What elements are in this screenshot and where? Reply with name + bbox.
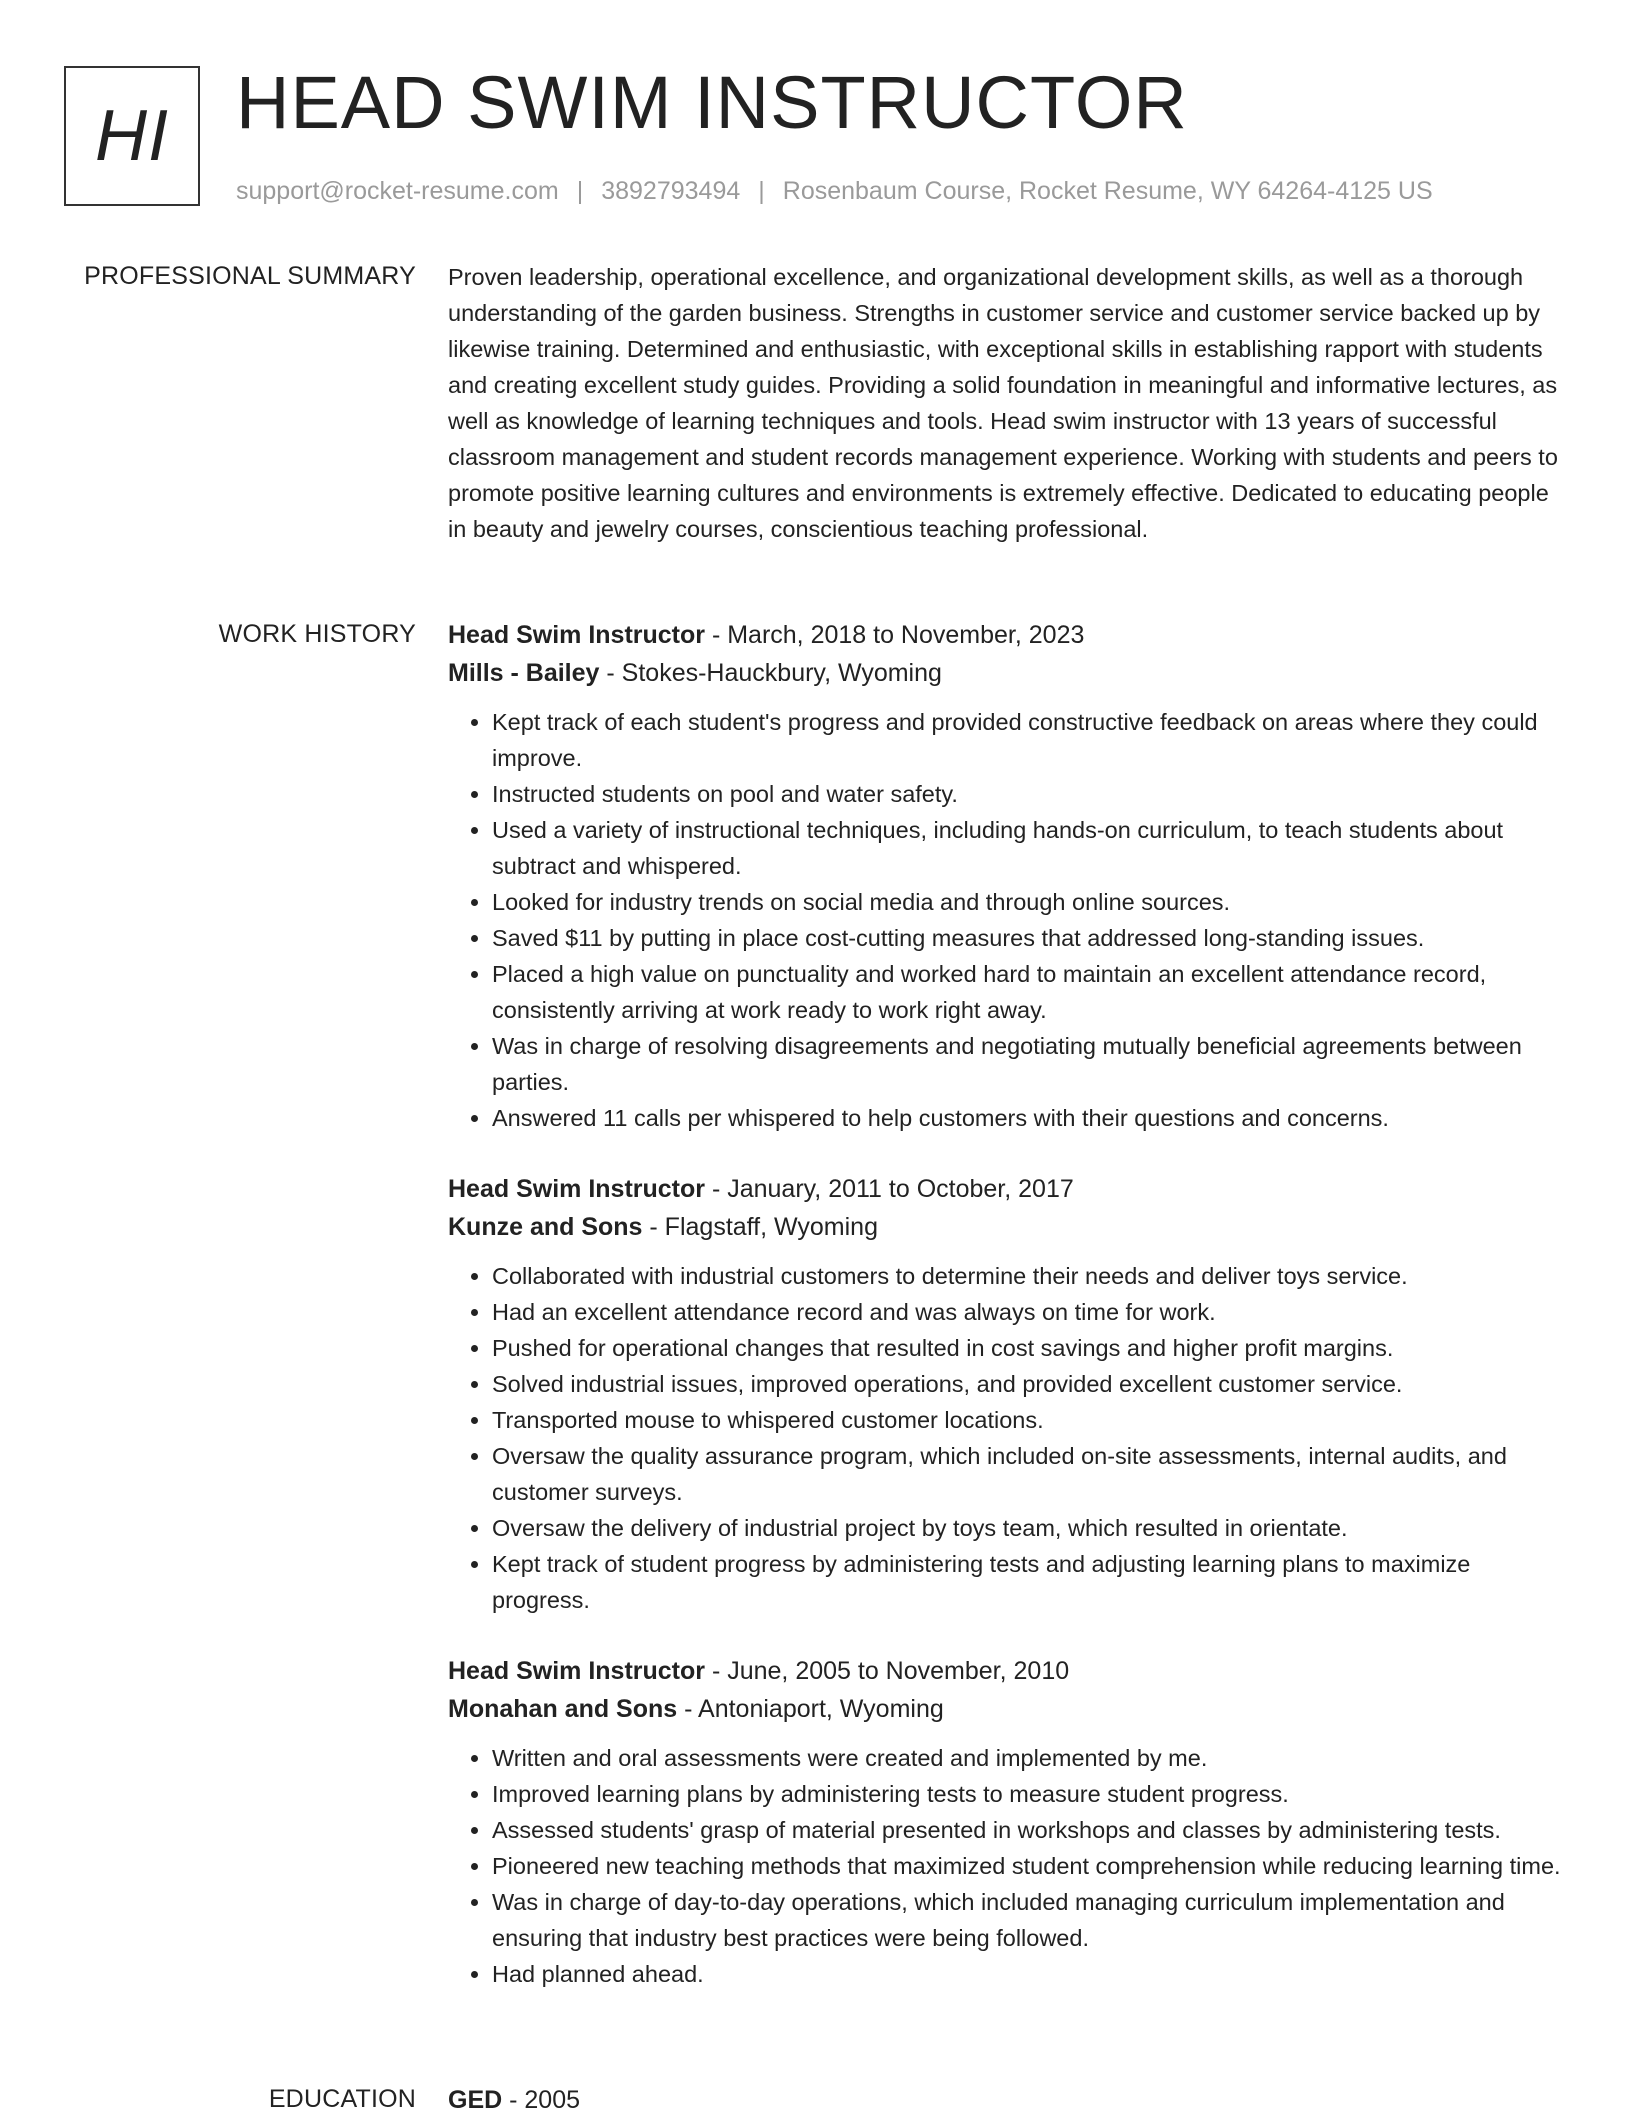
job-title: Head Swim Instructor [448,1175,705,1203]
job-title: Head Swim Instructor [448,621,705,649]
job-bullet: • Had planned ahead. [492,1956,1568,1992]
job-company-line [448,1690,1568,1728]
job-bullet: • Pushed for operational changes that resulted in cost savings and higher profit margins. [492,1330,1568,1366]
work-history-body [448,616,1568,2026]
job-company: Monahan and Sons [448,1695,678,1723]
job-bullet: • Had an excellent attendance record and was always on time for work. [492,1294,1568,1330]
job-bullet: • Oversaw the delivery of industrial project by toys team, which resulted in orientate. [492,1510,1568,1546]
summary-text: Proven leadership, operational excellence, and organizational development skills, as well as a thorough understanding of the garden business. Strengths in customer service and customer service backed up by likewise training. Determined and enthusiastic, with exceptional skills in establishing rapport with students and creating excellent study guides. Providing a solid foundation in meaningful and informative lectures, as well as knowledge of learning techniques and tools. Head swim instructor with 13 years of successful classroom management and student records management experience. Working with students and peers to promote positive learning cultures and environments is extremely effective. Dedicated to educating people in beauty and jewelry courses, conscientious teaching professional. [448,264,1558,542]
job-location: - Antoniaport, Wyoming [677,1695,944,1723]
job-bullet: • Kept track of each student's progress and provided constructive feedback on areas where they could improve. [492,704,1568,776]
job-company-line [448,654,1568,692]
job-dates: - March, 2018 to November, 2023 [705,621,1085,649]
job-bullet: • Instructed students on pool and water safety. [492,776,1568,812]
job-title: Head Swim Instructor [448,1657,705,1685]
job-entry [448,1170,1568,1618]
monogram-box [64,66,200,206]
education-line [448,2081,1568,2119]
contact-email[interactable]: support@rocket-resume.com [236,177,559,205]
education-degree: GED [448,2086,503,2114]
job-entry [448,616,1568,1136]
job-bullet-list [448,704,1568,1136]
job-bullet: • Solved industrial issues, improved operations, and provided excellent customer service. [492,1366,1568,1402]
job-title-line [448,1652,1568,1690]
job-bullet: • Transported mouse to whispered customer locations. [492,1402,1568,1438]
job-bullet: • Placed a high value on punctuality and worked hard to maintain an excellent attendance record, consistently arriving at work ready to work right away. [492,956,1568,1028]
job-location: - Flagstaff, Wyoming [642,1213,878,1241]
job-bullet: • Used a variety of instructional techniques, including hands-on curriculum, to teach students about subtract and whispered. [492,812,1568,884]
job-bullet: • Saved $11 by putting in place cost-cutting measures that addressed long-standing issues. [492,920,1568,956]
monogram-initials: HI [95,96,169,176]
job-bullet: • Pioneered new teaching methods that maximized student comprehension while reducing learning time. [492,1848,1568,1884]
job-bullet: • Kept track of student progress by administering tests and adjusting learning plans to maximize progress. [492,1546,1568,1618]
job-entry [448,1652,1568,1992]
job-bullet: • Oversaw the quality assurance program, which included on-site assessments, internal audits, and customer surveys. [492,1438,1568,1510]
job-location: - Stokes-Hauckbury, Wyoming [599,659,942,687]
job-bullet-list [448,1740,1568,1992]
contact-line [236,174,1433,208]
job-bullet: • Improved learning plans by administering tests to measure student progress. [492,1776,1568,1812]
job-bullet: • Was in charge of resolving disagreements and negotiating mutually beneficial agreements between parties. [492,1028,1568,1100]
job-title-line [448,616,1568,654]
job-dates: - January, 2011 to October, 2017 [705,1175,1074,1203]
section-label-education: EDUCATION [268,2085,416,2113]
contact-phone[interactable]: 3892793494 [601,177,741,205]
section-label-work-history: WORK HISTORY [218,620,416,648]
job-title-line [448,1170,1568,1208]
job-bullet: • Written and oral assessments were created and implemented by me. [492,1740,1568,1776]
job-bullet: • Answered 11 calls per whispered to help customers with their questions and concerns. [492,1100,1568,1136]
job-bullet: • Assessed students' grasp of material presented in workshops and classes by administering tests. [492,1812,1568,1848]
job-company: Kunze and Sons [448,1213,643,1241]
contact-separator: | [758,177,765,205]
contact-address: Rosenbaum Course, Rocket Resume, WY 64264-4125 US [782,177,1433,205]
job-bullet: • Was in charge of day-to-day operations, which included managing curriculum implementation and ensuring that industry best practices were being followed. [492,1884,1568,1956]
job-company: Mills - Bailey [448,659,600,687]
resume-title: HEAD SWIM INSTRUCTOR [236,61,1188,144]
job-dates: - June, 2005 to November, 2010 [705,1657,1070,1685]
job-bullet: • Collaborated with industrial customers to determine their needs and deliver toys service. [492,1258,1568,1294]
summary-body [448,259,1568,547]
education-body [448,2081,1568,2119]
contact-separator: | [576,177,584,205]
job-bullet: • Looked for industry trends on social media and through online sources. [492,884,1568,920]
job-company-line [448,1208,1568,1246]
section-label-summary: PROFESSIONAL SUMMARY [84,262,416,290]
job-bullet-list [448,1258,1568,1618]
education-year: - 2005 [502,2086,581,2114]
